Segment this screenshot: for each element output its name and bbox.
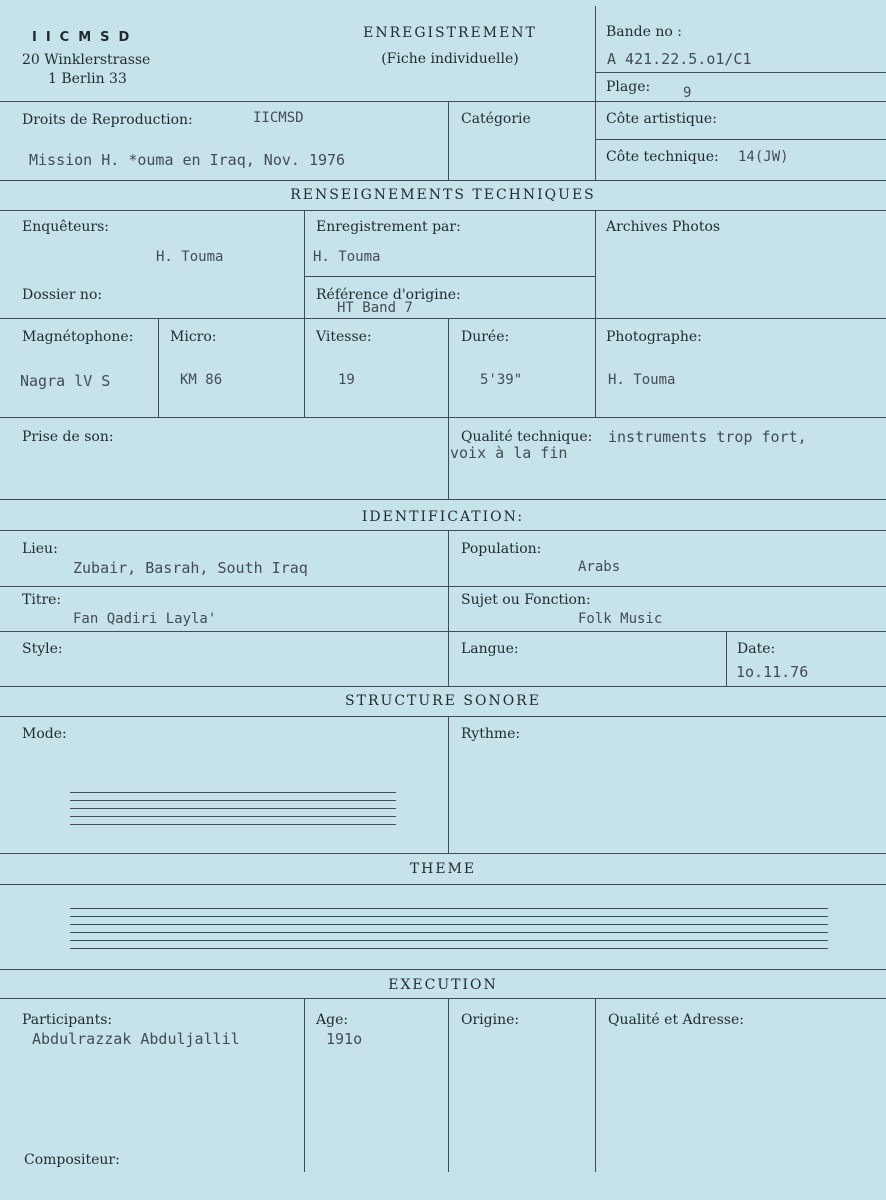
qualite-technique-value-1: instruments trop fort, [608,428,807,446]
lieu-label: Lieu: [22,541,58,557]
vitesse-value: 19 [338,372,355,388]
staff-line [70,948,828,949]
mode-label: Mode: [22,726,67,742]
titre-label: Titre: [22,592,62,608]
prise-de-son-label: Prise de son: [22,429,114,445]
rule [0,318,886,319]
rule [448,318,449,499]
rule [0,586,886,587]
rule [304,210,305,417]
staff-line [70,916,828,917]
lieu-value: Zubair, Basrah, South Iraq [73,559,308,577]
org-street: 20 Winklerstrasse [22,52,151,68]
rule [0,417,886,418]
rule [0,101,886,102]
dossier-label: Dossier no: [22,287,103,303]
rule [448,101,449,180]
duree-label: Durée: [461,329,510,345]
participants-label: Participants: [22,1012,113,1028]
rule [158,318,159,417]
staff-line [70,792,396,793]
rule [0,210,886,211]
staff-line [70,800,396,801]
droits-value: IICMSD [253,110,304,126]
photographe-value: H. Touma [608,372,676,388]
rythme-label: Rythme: [461,726,521,742]
photographe-label: Photographe: [606,329,702,345]
date-value: 1o.11.76 [736,663,809,681]
rule [595,139,886,140]
categorie-label: Catégorie [461,111,531,127]
participants-value: Abdulrazzak Abduljallil [32,1030,240,1048]
form-subtitle: (Fiche individuelle) [381,51,519,67]
rule [726,631,727,686]
rule [0,716,886,717]
staff-line [70,816,396,817]
rule [0,686,886,687]
org-acronym: IICMSD [32,30,139,45]
rule [0,499,886,500]
titre-value: Fan Qadiri Layla' [73,611,217,627]
bande-label: Bande no : [606,24,682,40]
cote-technique-label: Côte technique: [606,149,719,165]
rule [448,998,449,1172]
duree-value: 5'39" [480,372,523,388]
rule [595,998,596,1172]
rule [304,276,596,277]
population-value: Arabs [578,559,621,575]
langue-label: Langue: [461,641,519,657]
rule [0,530,886,531]
enqueteurs-label: Enquêteurs: [22,219,110,235]
date-label: Date: [737,641,776,657]
mission-value: Mission H. *ouma en Iraq, Nov. 1976 [29,151,346,169]
origine-label: Origine: [461,1012,520,1028]
enregistrement-par-value: H. Touma [313,249,381,265]
staff-line [70,940,828,941]
rule [0,180,886,181]
rule [0,853,886,854]
vitesse-label: Vitesse: [316,329,372,345]
rule [0,631,886,632]
section-header-identification: IDENTIFICATION: [361,509,525,525]
bande-value: A 421.22.5.o1/C1 [607,50,752,68]
qualite-adresse-label: Qualité et Adresse: [608,1012,744,1028]
section-header-structure: STRUCTURE SONORE [345,693,541,709]
staff-line [70,908,828,909]
population-label: Population: [461,541,542,557]
archives-photos-label: Archives Photos [606,219,721,235]
magnetophone-label: Magnétophone: [22,329,134,345]
sujet-value: Folk Music [578,611,663,627]
section-header-execution: EXECUTION [388,977,498,993]
sujet-label: Sujet ou Fonction: [461,592,591,608]
age-value: 191o [326,1030,363,1048]
rule [448,716,449,853]
rule [0,969,886,970]
section-header-technique: RENSEIGNEMENTS TECHNIQUES [290,187,596,203]
staff-line [70,808,396,809]
form-title: ENREGISTREMENT [363,25,537,41]
qualite-technique-label: Qualité technique: [461,429,593,445]
rule [448,530,449,686]
age-label: Age: [316,1012,349,1028]
staff-line [70,824,396,825]
rule [304,998,305,1172]
rule [0,884,886,885]
section-header-theme: THEME [409,861,477,877]
plage-value: 9 [683,85,692,101]
micro-label: Micro: [170,329,217,345]
micro-value: KM 86 [180,372,223,388]
enregistrement-par-label: Enregistrement par: [316,219,461,235]
rule [595,210,596,417]
rule [0,998,886,999]
droits-label: Droits de Reproduction: [22,112,193,128]
staff-line [70,924,828,925]
style-label: Style: [22,641,63,657]
plage-label: Plage: [606,79,651,95]
magnetophone-value: Nagra lV S [20,372,111,390]
org-city: 1 Berlin 33 [48,71,127,87]
compositeur-label: Compositeur: [24,1152,120,1168]
staff-line [70,932,828,933]
cote-artistique-label: Côte artistique: [606,111,717,127]
qualite-technique-value-2: voix à la fin [450,444,568,462]
cote-technique-value: 14(JW) [738,149,789,165]
reference-label: Référence d'origine: [316,287,461,303]
enqueteurs-value: H. Touma [156,249,224,265]
rule [595,72,886,73]
reference-value: HT Band 7 [337,300,413,316]
